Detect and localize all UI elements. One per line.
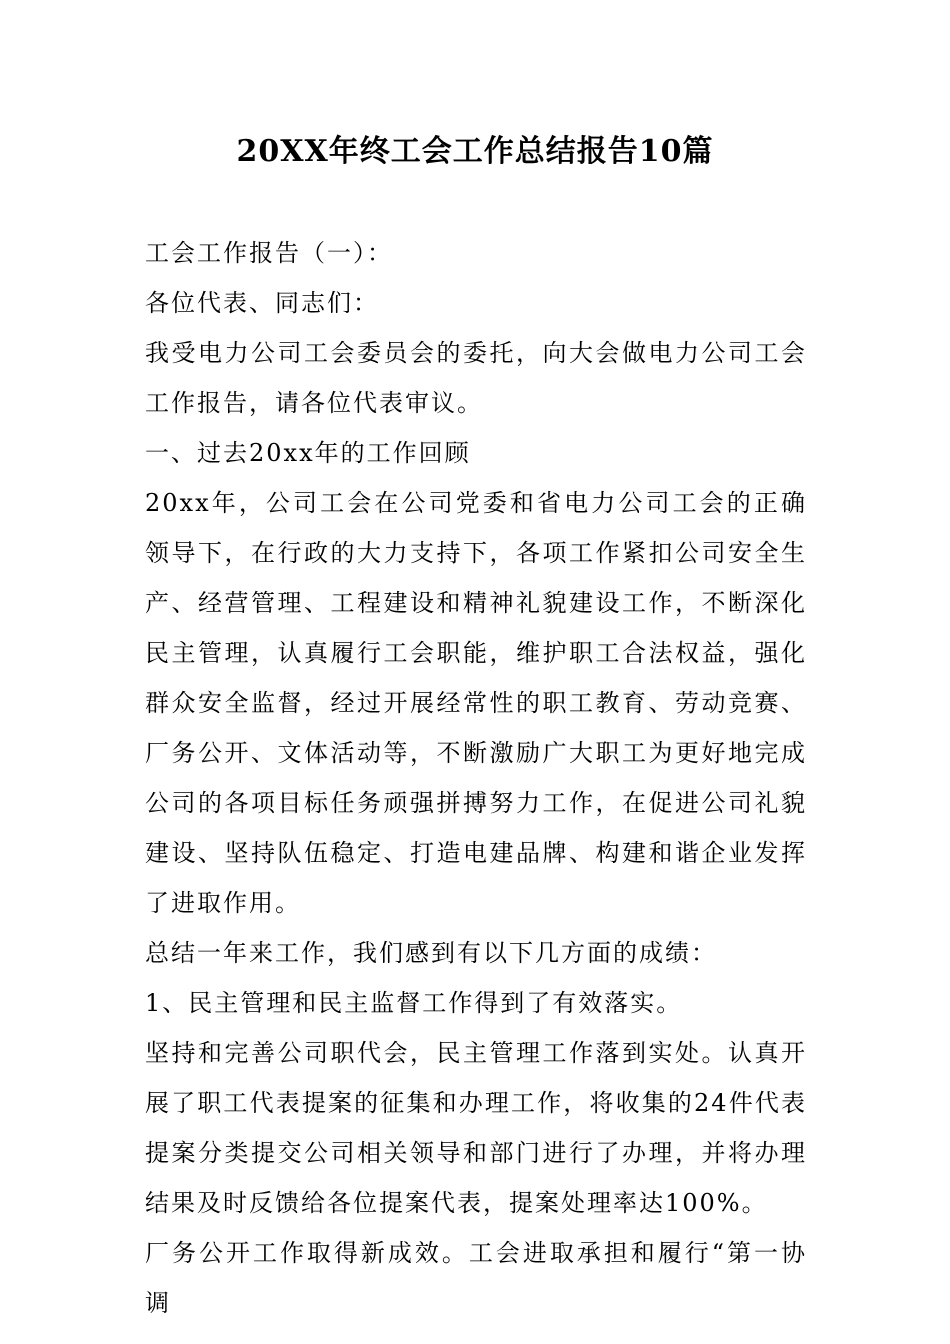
paragraph-salutation: 各位代表、同志们：: [145, 289, 379, 317]
paragraph-report-heading: 工会工作报告（一）：: [145, 239, 393, 267]
paragraph-factory-affairs: 厂务公开工作取得新成效。工会进取承担和履行“第一协调: [145, 1239, 807, 1317]
document-body: [145, 228, 807, 1328]
section-heading-review: 一、过去20xx年的工作回顾: [145, 439, 471, 467]
paragraph-review: 20xx年，公司工会在公司党委和省电力公司工会的正确领导下，在行政的大力支持下，各项工作紧扣公司安全生产、经营管理、工程建设和精神礼貌建设工作，不断深化民主管理，认真履行工会职能，维护职工合法权益，强化群众安全监督，经过开展经常性的职工教育、劳动竞赛、厂务公开、文体活动等，不断激励广大职工为更好地完成公司的各项目标任务顽强拼搏努力工作，在促进公司礼貌建设、坚持队伍稳定、打造电建品牌、构建和谐企业发挥了进取作用。: [145, 489, 807, 917]
subheading-democratic-management: 1、民主管理和民主监督工作得到了有效落实。: [145, 989, 683, 1017]
paragraph-intro: 我受电力公司工会委员会的委托，向大会做电力公司工会工作报告，请各位代表审议。: [145, 339, 807, 417]
paragraph-summary: 总结一年来工作，我们感到有以下几方面的成绩：: [145, 939, 717, 967]
document-title: 20XX年终工会工作总结报告10篇: [236, 134, 714, 169]
paragraph-proposals: 坚持和完善公司职代会，民主管理工作落到实处。认真开展了职工代表提案的征集和办理工作，将收集的24件代表提案分类提交公司相关领导和部门进行了办理，并将办理结果及时反馈给各位提案代表，提案处理率达100%。: [145, 1039, 807, 1217]
